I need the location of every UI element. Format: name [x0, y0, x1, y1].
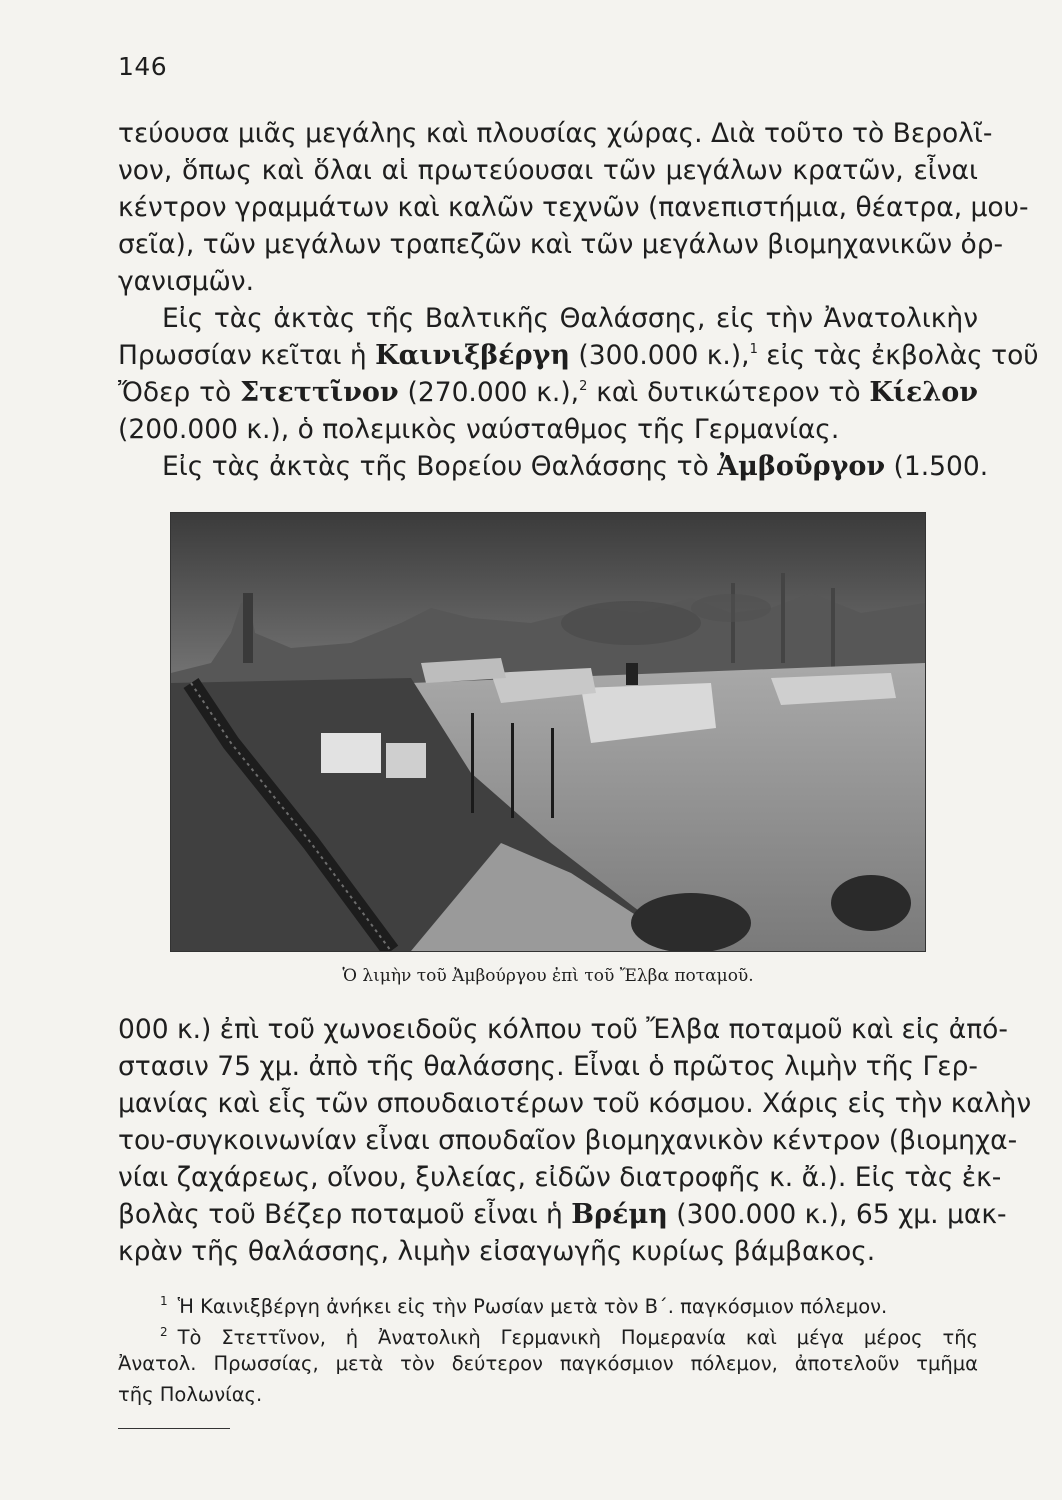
footnote-number: 2: [160, 1325, 168, 1339]
footnote-1: [160, 1288, 978, 1320]
hamburg-harbor-photo: [170, 512, 926, 952]
text-span: Εἰς τὰς ἀκτὰς τῆς Βορείου Θαλάσσης τὸ: [162, 451, 718, 482]
footnote-line: Ἀνατολ. Πρωσσίας, μετὰ τὸν δεύτερον παγκόσμιον πόλεμον, ἀποτελοῦν τμῆμα: [118, 1352, 978, 1375]
place-name-kiel: Κίελον: [869, 377, 979, 408]
text-line: κρὰν τῆς θαλάσσης, λιμὴν εἰσαγωγῆς κυρίως βάμβακος.: [118, 1236, 876, 1267]
footnote-text: Ἡ Καινιξβέργη ἀνήκει εἰς τὴν Ρωσίαν μετὰ τὸν Β΄. παγκόσμιον πόλεμον.: [177, 1295, 888, 1318]
text-line: (200.000 κ.), ὁ πολεμικὸς ναύσταθμος τῆς Γερμανίας.: [118, 414, 840, 445]
text-line: στασιν 75 χμ. ἀπὸ τῆς θαλάσσης. Εἶναι ὁ πρῶτος λιμὴν τῆς Γερ-: [118, 1051, 978, 1082]
text-span: εἰς τὰς ἐκβολὰς τοῦ: [757, 340, 1039, 371]
text-span: βολὰς τοῦ Βέζερ ποταμοῦ εἶναι ἡ: [118, 1199, 572, 1230]
text-span: (270.000 κ.),: [398, 377, 580, 408]
text-line: του-συγκοινωνίαν εἶναι σπουδαῖον βιομηχανικὸν κέντρον (βιομηχα-: [118, 1125, 1018, 1156]
text-line: 000 κ.) ἐπὶ τοῦ χωνοειδοῦς κόλπου τοῦ Ἔλβα ποταμοῦ καὶ εἰς ἀπό-: [118, 1014, 1008, 1045]
footnote-line: τῆς Πολωνίας.: [118, 1383, 263, 1406]
ship-mast: [471, 713, 474, 813]
text-span: (300.000 κ.), 65 χμ. μακ-: [667, 1199, 1007, 1230]
footnote-separator: [118, 1428, 230, 1429]
harbor-building: [386, 743, 426, 778]
crane: [781, 573, 785, 663]
text-span: (1.500.: [885, 451, 989, 482]
text-line: γανισμῶν.: [118, 266, 254, 297]
harbor-photo-illustration: [171, 513, 925, 951]
figure-caption: Ὁ λιμὴν τοῦ Ἀμβούργου ἐπὶ τοῦ Ἔλβα ποταμοῦ.: [342, 966, 754, 986]
trees: [831, 875, 911, 931]
text-line: [118, 340, 1039, 372]
smoke: [561, 601, 701, 645]
place-name-konigsberg: Καινιξβέργη: [375, 340, 570, 371]
place-name-stettin: Στεττῖνον: [240, 377, 399, 408]
footnote-number: 1: [160, 1294, 168, 1308]
ship-mast: [551, 728, 554, 818]
text-line: σεῖα), τῶν μεγάλων τραπεζῶν καὶ τῶν μεγάλων βιομηχανικῶν ὀρ-: [118, 229, 1004, 260]
trees: [631, 893, 751, 951]
ship-funnel: [626, 663, 638, 685]
text-line: [118, 377, 978, 409]
text-span: (300.000 κ.),: [570, 340, 750, 371]
text-span: Ὄδερ τὸ: [118, 377, 241, 408]
text-line: [162, 451, 989, 483]
ship-mast: [511, 723, 514, 818]
text-line: νον, ὅπως καὶ ὅλαι αἱ πρωτεύουσαι τῶν μεγάλων κρατῶν, εἶναι: [118, 155, 978, 186]
page-number: 146: [118, 52, 168, 81]
church-tower: [243, 593, 253, 663]
text-line: [118, 1199, 1007, 1231]
text-span: καὶ δυτικώτερον τὸ: [587, 377, 870, 408]
harbor-building: [321, 733, 381, 773]
text-line: μανίας καὶ εἷς τῶν σπουδαιοτέρων τοῦ κόσμου. Χάρις εἰς τὴν καλὴν: [118, 1088, 1032, 1119]
smoke: [691, 594, 771, 622]
text-line: Εἰς τὰς ἀκτὰς τῆς Βαλτικῆς Θαλάσσης, εἰς τὴν Ἀνατολικὴν: [162, 303, 978, 334]
text-line: τεύουσα μιᾶς μεγάλης καὶ πλουσίας χώρας. Διὰ τοῦτο τὸ Βερολῖ-: [118, 118, 993, 149]
place-name-hamburg: Ἀμβοῦργον: [717, 451, 886, 482]
text-line: κέντρον γραμμάτων καὶ καλῶν τεχνῶν (πανεπιστήμια, θέατρα, μου-: [118, 192, 1029, 223]
footnote-2: [160, 1319, 978, 1351]
footnote-mark: 2: [579, 379, 588, 394]
crane: [831, 588, 835, 668]
place-name-bremen: Βρέμη: [571, 1199, 668, 1230]
footnote-text: Τὸ Στεττῖνον, ἡ Ἀνατολικὴ Γερμανικὴ Πομερανία καὶ μέγα μέρος τῆς: [177, 1326, 978, 1349]
footnote-mark: 1: [749, 342, 758, 357]
text-line: νίαι ζαχάρεως, οἴνου, ξυλείας, εἰδῶν διατροφῆς κ. ἄ.). Εἰς τὰς ἐκ-: [118, 1162, 1002, 1193]
text-span: Πρωσσίαν κεῖται ἡ: [118, 340, 376, 371]
